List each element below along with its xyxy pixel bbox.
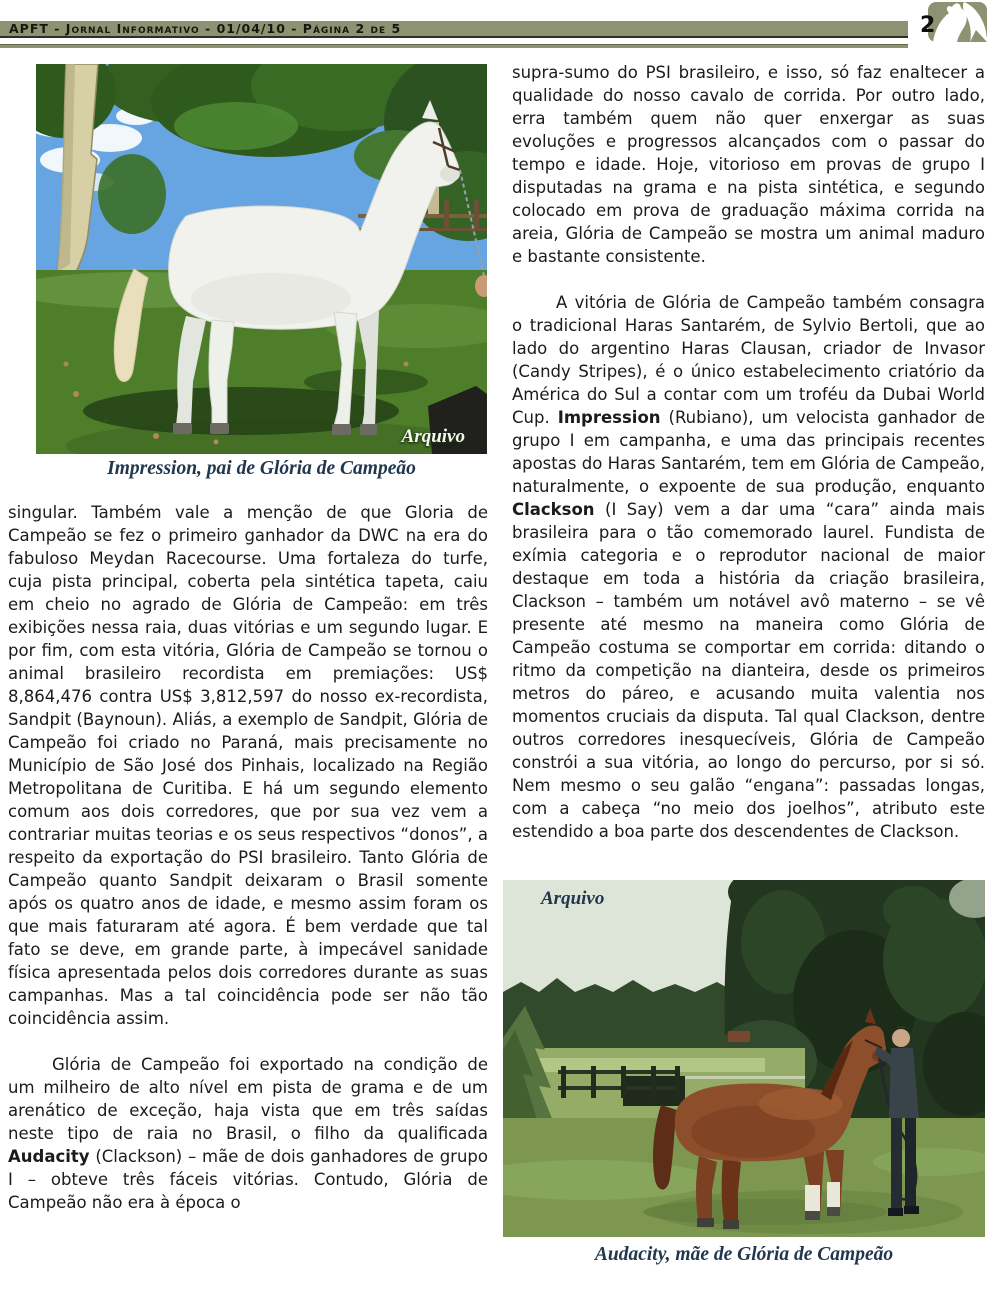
paragraph: supra-sumo do PSI brasileiro, e isso, só faz enaltecer a qualidade do nosso cavalo de corrida. Por outro lado, erra também quem não quer enxergar as suas evoluções e progressos alcançados com o passar do tempo e idade. Hoje, vitorioso em provas de grupo I disputadas na grama e na pista sintética, e segundo colocado em prova de graduação máxima corrida na areia, Glória de Campeão se mostra um animal maduro e bastante consistente.: [512, 63, 985, 266]
audacity-photo-caption: Audacity, mãe de Glória de Campeão: [594, 1244, 894, 1265]
paragraph: singular. Também vale a menção de que Gloria de Campeão se fez o primeiro ganhador da DWC na era do fabuloso Meydan Racecourse. Uma fortaleza do turfe, cuja pista principal, coberta pela sintética tapeta, caiu em cheio no agrado de Glória de Campeão: em três exibições nessa raia, duas vitórias e um segundo lugar. E por fim, com esta vitória, Glória de Campeão se tornou o animal brasileiro recordista em premiações: US$ 8,864,476 contra US$ 3,812,597 do nosso ex-recordista, Sandpit (Baynoun). Aliás, a exemplo de Sandpit, Glória de Campeão foi criado no Paraná, mais precisamente no Município de São José dos Pinhais, localizado na Região Metropolitana de Curitiba. E há um segundo elemento comum aos dois corredores, que por sua vez vem a contrariar muitas teorias e os seus respectivos “donos”, a respeito da exportação do PSI brasileiro. Tanto Glória de Campeão quanto Sandpit deixaram o Brasil somente após os quatro anos de idade, e mesmo assim foram os que mais faturaram até agora. É bem verdade que tal fato se deve, em grande parte, à impecável sanidade física apresentada pelos dois corredores durante as suas campanhas. Mas a tal coincidência pode ser não tão coincidência assim.: [8, 503, 488, 1028]
page-number-badge: 2: [920, 13, 936, 38]
horse-shadow: [643, 1199, 887, 1225]
paragraph: A vitória de Glória de Campeão também consagra o tradicional Haras Santarém, de Sylvio Bertoli, que ao lado do argentino Haras Clausan, criador de Invasor (Candy Stripes), é o único estabelecimento criatório da América do Sul a contar com um troféu da Dubai World Cup. Impression (Rubiano), um velocista ganhador de grupo I em campanha, e uma das principais recentes apostas do Haras Santarém, tem em Glória de Campeão, naturalmente, o expoente de sua produção, enquanto Clackson (I Say) vem a dar uma “cara” ainda mais brasileira para o tão comemorado laurel. Fundista de exímia categoria e o reprodutor nacional de maior destaque em toda a história da criação brasileira, Clackson – também um notável avô materno – se vê presente até mesmo na maneira como Glória de Campeão costuma se comportar em corrida: ditando o ritmo da competição na dianteira, desde os primeiros metros do páreo, e acusando muita valentia nos momentos cruciais da disputa. Tal qual Clackson, dentre outros corredores inesquecíveis, Glória de Campeão constrói a sua vitória, ao longo do percurso, por si só. Nem mesmo o seu galão “engana”: passadas longas, com a cabeça “no meio dos joelhos”, atributo este estendido a boa parte dos descendentes de Clackson.: [512, 293, 985, 841]
white-horse-scene: [36, 64, 487, 454]
header-bar: [0, 21, 908, 38]
handler-head: [892, 1029, 910, 1047]
header-title: APFT - Jornal Informativo - 01/04/10 - Página 2 de 5: [9, 21, 402, 36]
photo-credit: Arquivo: [541, 888, 605, 909]
header-rule: [0, 44, 908, 48]
impression-photo-caption: Impression, pai de Glória de Campeão: [107, 458, 416, 479]
photo-credit: Arquivo: [401, 426, 465, 447]
audacity-photo: [503, 880, 985, 1237]
red-roof: [728, 1031, 750, 1042]
paragraph: Glória de Campeão foi exportado na condição de um milheiro de alto nível em pista de grama e de um arenático de exceção, haja vista que em três saídas neste tipo de raia no Brasil, o filho da qualificada Audacity (Clackson) – mãe de dois ganhadores de grupo I – obteve três fáceis vitórias. Contudo, Glória de Campeão não era à época o: [8, 1055, 488, 1212]
left-text-column: [8, 501, 488, 1273]
impression-photo: [36, 64, 487, 454]
apft-logo: [918, 0, 989, 48]
right-text-column: [512, 61, 985, 878]
white-sock: [805, 1185, 820, 1213]
white-sock: [827, 1182, 840, 1209]
chestnut-horse-scene: [503, 880, 985, 1237]
